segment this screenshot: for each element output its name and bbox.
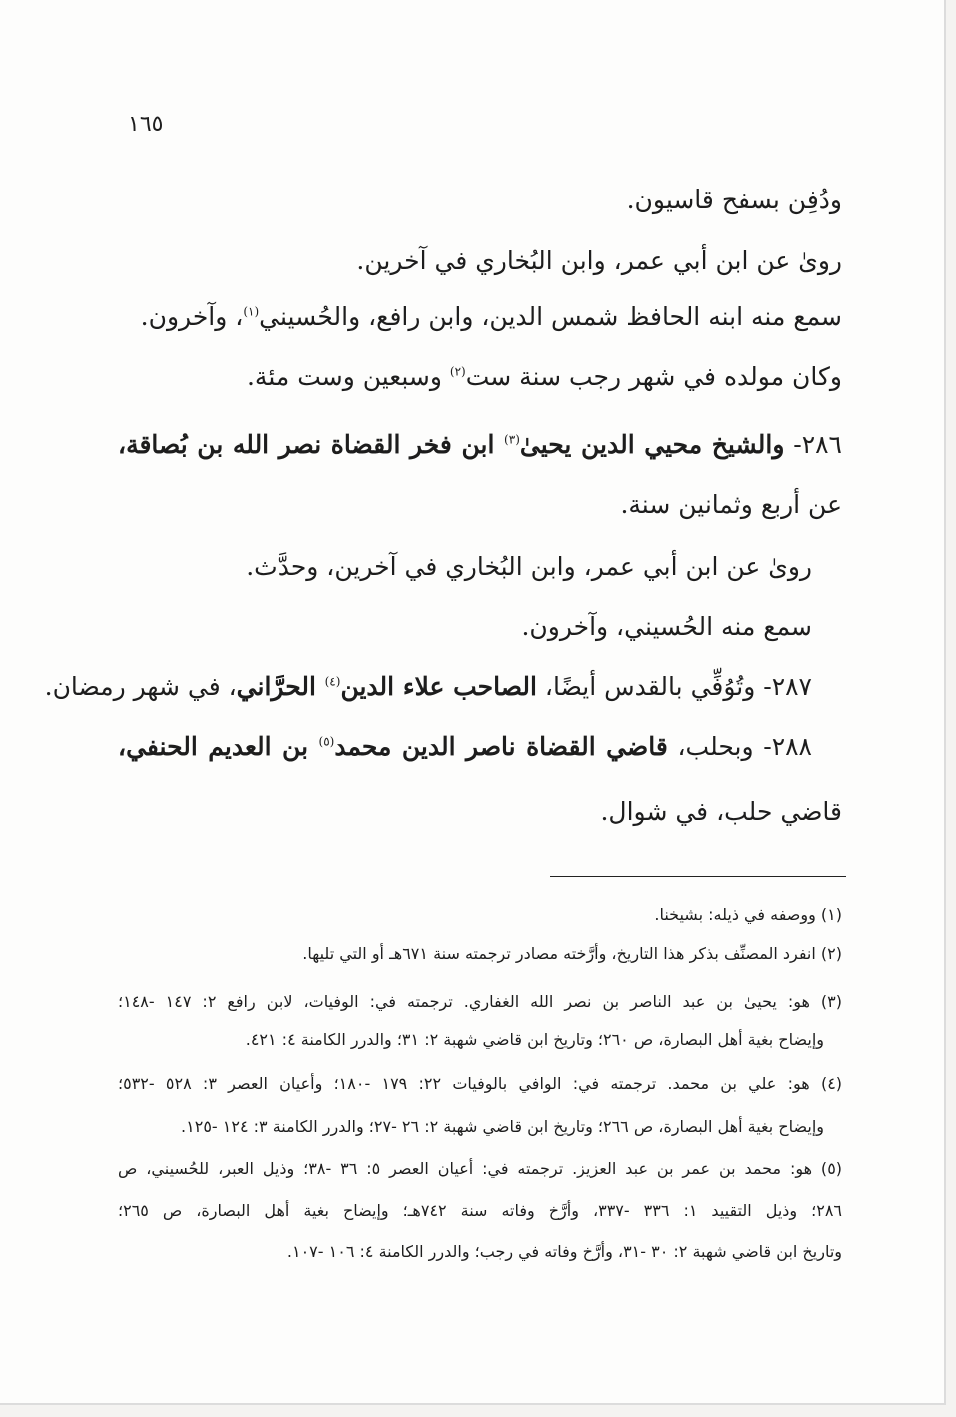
- footnote-ref-3: (٣): [504, 432, 520, 447]
- entry-288-cont: قاضي حلب، في شوال.: [600, 797, 842, 826]
- footnote-ref-1: (١): [243, 304, 260, 319]
- footnote-2: (٢) انفرد المصنِّف بذكر هذا التاريخ، وأرَّخته مصادر ترجمته سنة ٦٧١هـ أو التي تليها.: [302, 944, 842, 963]
- footnote-1: (١) ووصفه في ذيله: بشيخنا.: [654, 905, 842, 924]
- footnote-divider: [550, 876, 846, 877]
- text-segment: ، في شهر رمضان.: [44, 672, 237, 701]
- text-segment: ، وآخرون.: [140, 302, 244, 331]
- text-segment: ٢٨٨- وبحلب،: [667, 732, 812, 761]
- entry-name: والشيخ محيي الدين يحيىٰ: [519, 430, 785, 459]
- page-number: ١٦٥: [128, 112, 164, 137]
- entry-name: قاضي القضاة ناصر الدين محمد: [334, 732, 668, 761]
- text-line-heard-from: [141, 300, 842, 334]
- footnote-4-line-2: وإيضاح بغية أهل البصارة، ص ٢٦٦؛ وتاريخ ابن قاضي شهبة ٢: ٢٦ -٢٧؛ والدرر الكامنة ٣: ١٢٤ -١٢٥.: [181, 1117, 824, 1136]
- text-line-narrated: روىٰ عن ابن أبي عمر، وابن البُخاري في آخرين.: [356, 246, 842, 275]
- entry-name: ابن فخر القضاة نصر الله بن بُصاقة،: [118, 430, 505, 459]
- entry-name: بن العديم الحنفي،: [118, 732, 319, 761]
- entry-286-age: عن أربع وثمانين سنة.: [620, 490, 842, 519]
- entry-287: [45, 670, 812, 704]
- footnote-ref-2: (٢): [449, 364, 466, 379]
- footnote-3-line-1: (٣) هو: يحيىٰ بن عبد الناصر بن نصر الله الغفاري. ترجمته في: الوفيات، لابن رافع ٢: ١٤٧ -١٤٨؛: [118, 992, 843, 1011]
- footnote-5-line-2: ٢٨٦؛ وذيل التقييد ١: ٣٣٦ -٣٣٧، وأرَّخ وفاته سنة ٧٤٢هـ؛ وإيضاح بغية أهل البصارة، ص ٢٦٥؛: [118, 1201, 843, 1220]
- text-line-burial: ودُفِن بسفح قاسيون.: [626, 185, 842, 214]
- entry-286-narrated: روىٰ عن ابن أبي عمر، وابن البُخاري في آخرين، وحدَّث.: [246, 552, 812, 581]
- entry-286-heard-from: سمع منه الحُسيني، وآخرون.: [521, 612, 812, 641]
- footnote-ref-4: (٤): [324, 674, 341, 689]
- text-segment: وسبعين وست مئة.: [246, 362, 450, 391]
- footnote-5-line-3: وتاريخ ابن قاضي شهبة ٢: ٣٠ -٣١، وأرَّخ وفاته في رجب؛ والدرر الكامنة ٤: ١٠٦ -١٠٧.: [286, 1242, 842, 1261]
- footnote-ref-5: (٥): [318, 734, 335, 749]
- text-line-birth: [247, 360, 842, 394]
- footnote-4-line-1: (٤) هو: علي بن محمد. ترجمته في: الوافي بالوفيات ٢٢: ١٧٩ -١٨٠؛ وأعيان العصر ٣: ٥٢٨ -٥٣٢؛: [118, 1074, 843, 1093]
- footnote-3-line-2: وإيضاح بغية أهل البصارة، ص ٢٦٠؛ وتاريخ ابن قاضي شهبة ٢: ٣١؛ والدرر الكامنة ٤: ٤٢١.: [245, 1030, 824, 1049]
- footnote-5-line-1: (٥) هو: محمد بن عمر بن عبد العزيز. ترجمته في: أعيان العصر ٥: ٣٦ -٣٨؛ وذيل العبر، للحُسيني، ص: [118, 1159, 843, 1178]
- text-segment: ٢٨٧- وتُوُفِّي بالقدس أيضًا،: [536, 672, 812, 701]
- entry-286-heading: [118, 428, 842, 462]
- entry-number: ٢٨٦-: [784, 430, 842, 459]
- entry-288-heading: [118, 730, 842, 764]
- text-segment: وكان مولده في شهر رجب سنة ست: [465, 362, 842, 391]
- text-segment: سمع منه ابنه الحافظ شمس الدين، وابن رافع، والحُسيني: [259, 302, 842, 331]
- entry-name: الحرَّاني: [236, 672, 325, 701]
- entry-name: الصاحب علاء الدين: [340, 672, 537, 701]
